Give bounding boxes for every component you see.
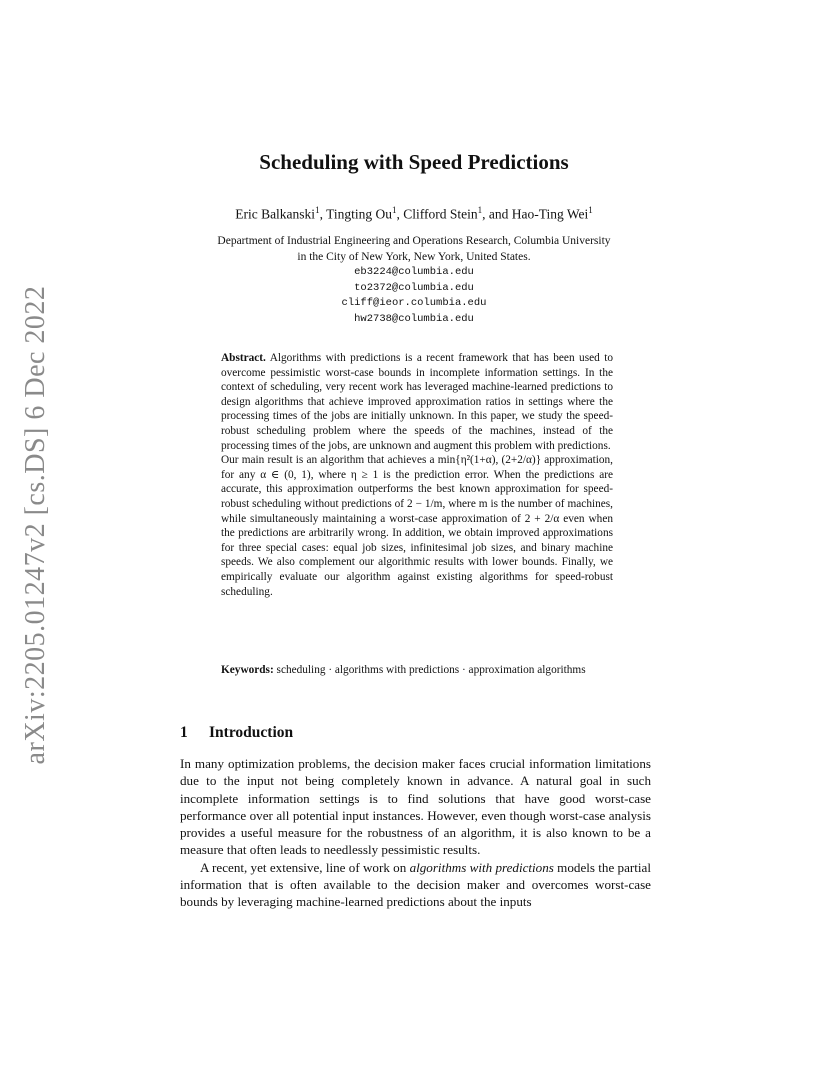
affiliation-block (170, 234, 658, 327)
author-affiliation-mark: 1 (477, 205, 483, 215)
author-separator: , (319, 206, 327, 222)
abstract-text: Algorithms with predictions is a recent framework that has been used to overcome pessimistic worst-case bounds in incomplete information settings. In the context of scheduling, very recent work has leveraged machine-learned predictions to design algorithms that achieve improved approximation ratios in settings where the processing times of the jobs are initially unknown. In this paper, we study the speed-robust scheduling problem where the speeds of the machines, instead of the processing times of the jobs, are unknown and augment this problem with predictions. (221, 352, 614, 452)
body-paragraph: In many optimization problems, the decision maker faces crucial information limitations due to the input not being completely known in advance. A natural goal in such incomplete information settings is to find solutions that have good worst-case performance over all potential input instances. However, even though worst-case analysis provides a useful measure for the robustness of an algorithm, it is also known to be a measure that often leads to needlessly pessimistic results. (180, 756, 651, 858)
keywords-text: scheduling · algorithms with predictions · approximation algorithms (276, 664, 586, 676)
arxiv-identifier-text: arXiv:2205.01247v2 [cs.DS] 6 Dec 2022 (20, 285, 51, 765)
email-address[interactable]: cliff@ieor.columbia.edu (341, 297, 487, 309)
body-paragraph (180, 859, 651, 911)
abstract-paragraph: Our main result is an algorithm that achieves a min{η²(1+α), (2+2/α)} approximation, for any α ∈ (0, 1), where η ≥ 1 is the prediction error. When the predictions are accurate, this approximation outperforms the best known approximation for speed-robust scheduling without predictions of 2 − 1/m, where m is the number of machines, while simultaneously maintaining a worst-case approximation of 2 + 2/α even when the predictions are arbitrarily wrong. In addition, we obtain improved approximations for three special cases: equal job sizes, infinitesimal job sizes, and binary machine speeds. We also complement our algorithmic results with lower bounds. Finally, we empirically evaluate our algorithm against existing algorithms for speed-robust scheduling. (221, 454, 613, 598)
email-address[interactable]: hw2738@columbia.edu (354, 312, 474, 325)
section-title: Introduction (209, 724, 294, 741)
abstract (221, 351, 613, 599)
abstract-paragraph (221, 351, 613, 453)
author-name: Clifford Stein (403, 206, 478, 222)
author-affiliation-mark: 1 (315, 205, 320, 215)
paper-title: Scheduling with Speed Predictions (259, 150, 569, 174)
author-list (0, 205, 828, 223)
email-address[interactable]: to2372@columbia.edu (354, 281, 474, 294)
author-affiliation-mark: 1 (391, 205, 397, 215)
section-number: 1 (180, 724, 188, 741)
author-separator: , (396, 206, 404, 222)
keywords (221, 663, 613, 678)
section-heading (180, 724, 293, 742)
body-text: models the partial information that is often available to the decision maker and overcomes worst-case bounds by leveraging machine-learned predictions about the inputs (180, 859, 652, 910)
author-name: Hao-Ting Wei (511, 206, 589, 222)
introduction-body (180, 755, 651, 911)
body-text: A recent, yet extensive, line of work on (200, 859, 410, 875)
abstract-label: Abstract. (221, 352, 266, 364)
keywords-label: Keywords: (221, 664, 274, 676)
emphasized-term: algorithms with predictions (409, 859, 554, 875)
author-name: Eric Balkanski (235, 206, 316, 222)
affiliation-line: in the City of New York, New York, United States. (297, 250, 531, 263)
author-name: Tingting Ou (326, 206, 392, 222)
author-separator: , and (482, 206, 512, 222)
author-affiliation-mark: 1 (588, 205, 593, 215)
affiliation-line: Department of Industrial Engineering and Operations Research, Columbia University (217, 235, 611, 247)
email-address[interactable]: eb3224@columbia.edu (354, 266, 474, 278)
